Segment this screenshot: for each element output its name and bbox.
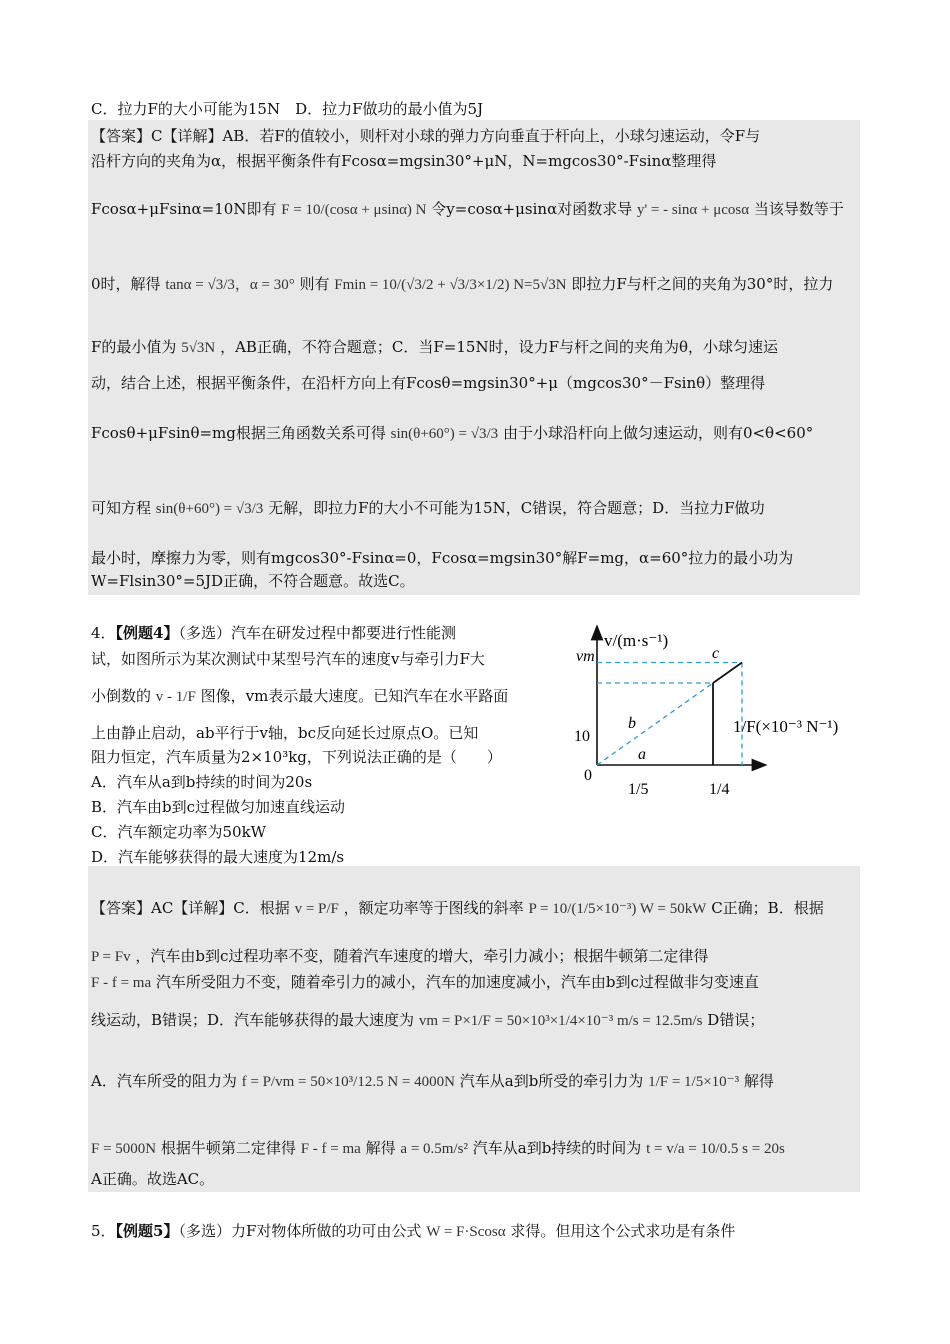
q4-option-d: D．汽车能够获得的最大速度为12m/s <box>91 848 345 866</box>
ans3-line-6: 动，结合上述，根据平衡条件，在沿杆方向上有Fcosθ=mgsin30°+μ（mgcos30°－Fsinθ）整理得 <box>91 374 766 392</box>
ans3-line-3b: 令y=cosα+μsinα对函数求导 <box>431 200 633 218</box>
ans3-line-4b: 则有 <box>299 275 330 293</box>
ans4-line-5a: A．汽车所受的阻力为 <box>91 1072 237 1090</box>
q4-number: 4． <box>91 624 116 642</box>
y-tick-10: 10 <box>574 728 590 745</box>
ans4-line-2: ，汽车由b到c过程功率不变，随着汽车速度的增大，牵引力减小；根据牛顿第二定律得 <box>135 947 709 965</box>
ans4-line-1c: C正确；B．根据 <box>711 899 824 917</box>
formula-p-fv: P = Fv <box>91 949 131 965</box>
ans3-line-2: 沿杆方向的夹角为α，根据平衡条件有Fcosα=mgsin30°+μN，N=mgcos30°-Fsinα整理得 <box>91 152 717 170</box>
segment-bc <box>713 663 742 684</box>
ans4-line-5c: 解得 <box>743 1072 774 1090</box>
ans4-line-1a: 【答案】AC【详解】C．根据 <box>91 899 290 917</box>
ans4-line-7: A正确。故选AC。 <box>91 1170 215 1188</box>
q4-line-4: 上由静止启动，ab平行于v轴，bc反向延长过原点O。已知 <box>91 724 479 742</box>
ans3-line-8a: 可知方程 <box>91 499 152 517</box>
formula-f-5000: F = 5000N <box>91 1141 157 1157</box>
v-1f-chart <box>568 622 858 822</box>
ans4-line-6c: 汽车从a到b持续的时间为 <box>472 1139 642 1157</box>
q4-option-b: B．汽车由b到c过程做匀加速直线运动 <box>91 798 346 816</box>
q4-line-3a: 小倒数的 <box>91 687 152 705</box>
formula-sin-theta-2: sin(θ+60°) = √3/3 <box>155 501 264 517</box>
q5-text-a: （多选）力F对物体所做的功可由公式 <box>178 1222 422 1240</box>
formula-accel: a = 0.5m/s² <box>400 1141 468 1157</box>
formula-newton-2: F - f = ma <box>300 1141 361 1157</box>
ans3-line-7a: Fcosθ+μFsinθ=mg根据三角函数关系可得 <box>91 424 386 442</box>
q4-option-a: A．汽车从a到b持续的时间为20s <box>91 773 313 791</box>
ans3-line-3a: Fcosα+μFsinα=10N即有 <box>91 200 277 218</box>
q4-line-5: 阻力恒定，汽车质量为2×10³kg，下列说法正确的是（ ） <box>91 748 502 766</box>
formula-v-1f: v - 1/F <box>155 689 196 705</box>
ans3-line-5a: F的最小值为 <box>91 338 177 356</box>
formula-v-p-f: v = P/F <box>294 901 339 917</box>
q4-line-2: 试，如图所示为某次测试中某型号汽车的速度v与牵引力F大 <box>91 650 485 668</box>
formula-sin-theta: sin(θ+60°) = √3/3 <box>390 426 499 442</box>
x-tick-0: 0 <box>584 767 592 784</box>
formula-1f-value: 1/F = 1/5×10⁻³ <box>648 1074 740 1090</box>
point-c-label: c <box>712 645 720 662</box>
ans4-line-6a: 根据牛顿第二定律得 <box>160 1139 296 1157</box>
ans3-line-1: 【答案】C【详解】AB．若F的值较小，则杆对小球的弹力方向垂直于杆向上，小球匀速运动，令F与 <box>91 127 761 145</box>
ans3-line-7b: 由于小球沿杆向上做匀速运动，则有0<θ<60° <box>502 424 814 442</box>
formula-tan-alpha: tanα = √3/3，α = 30° <box>165 277 295 293</box>
formula-friction: f = P/vm = 50×10³/12.5 N = 4000N <box>241 1074 455 1090</box>
q5-number: 5． <box>91 1222 116 1240</box>
formula-fmin: Fmin = 10/(√3/2 + √3/3×1/2) N=5√3N <box>334 277 567 293</box>
y-axis-label: v/(m·s⁻¹) <box>604 631 669 650</box>
ans4-line-4b: D错误； <box>707 1011 765 1029</box>
q4-option-c: C．汽车额定功率为50kW <box>91 823 267 841</box>
q4-line-1: （多选）汽车在研发过程中都要进行性能测 <box>178 624 456 642</box>
y-tick-vm: vm <box>576 648 595 665</box>
ans4-line-5b: 汽车从a到b所受的牵引力为 <box>459 1072 644 1090</box>
ans3-line-5b: ，AB正确，不符合题意；C．当F=15N时，设力F与杆之间的夹角为θ，小球匀速运 <box>220 338 779 356</box>
q5-tag: 【例题5】 <box>115 1222 179 1240</box>
formula-vm: vm = P×1/F = 50×10³×1/4×10⁻³ m/s = 12.5m/s <box>418 1013 703 1029</box>
ans3-line-4a: 0时，解得 <box>91 275 161 293</box>
q4-tag: 【例题4】 <box>115 624 179 642</box>
x-tick-1-5: 1/5 <box>628 781 649 798</box>
formula-newton-1: F - f = ma <box>91 975 152 991</box>
q3-options-cd: C．拉力F的大小可能为15N D．拉力F做功的最小值为5J <box>91 100 484 118</box>
x-tick-1-4: 1/4 <box>709 781 730 798</box>
extension-line-ob <box>597 683 713 765</box>
point-b-label: b <box>628 715 636 732</box>
formula-power: P = 10/(1/5×10⁻³) W = 50kW <box>528 901 707 917</box>
ans4-line-4a: 线运动，B错误；D．汽车能够获得的最大速度为 <box>91 1011 415 1029</box>
ans3-line-3c: 当该导数等于 <box>753 200 844 218</box>
point-a-label: a <box>638 746 646 763</box>
formula-f-alpha: F = 10/(cosα + μsinα) N <box>281 202 427 218</box>
q4-line-3b: 图像，vm表示最大速度。已知汽车在水平路面 <box>200 687 509 705</box>
ans3-line-9: 最小时，摩擦力为零，则有mgcos30°-Fsinα=0，Fcosα=mgsin30°解F=mg，α=60°拉力的最小功为 <box>91 549 794 567</box>
ans3-line-10: W=Flsin30°=5JD正确，不符合题意。故选C。 <box>91 572 415 590</box>
ans3-line-8b: 无解，即拉力F的大小不可能为15N，C错误，符合题意；D．当拉力F做功 <box>268 499 765 517</box>
formula-work: W = F·Scosα <box>426 1224 506 1240</box>
x-axis-label: 1/F(×10⁻³ N⁻¹) <box>733 717 839 736</box>
ans3-line-4c: 即拉力F与杆之间的夹角为30°时，拉力 <box>571 275 834 293</box>
formula-5root3: 5√3N <box>181 340 216 356</box>
q5-text-b: 求得。但用这个公式求功是有条件 <box>510 1222 736 1240</box>
ans4-line-1b: ，额定功率等于图线的斜率 <box>343 899 524 917</box>
formula-derivative: y' = - sinα + μcosα <box>636 202 750 218</box>
formula-time: t = v/a = 10/0.5 s = 20s <box>646 1141 785 1157</box>
ans4-line-3: 汽车所受阻力不变，随着牵引力的减小，汽车的加速度减小，汽车由b到c过程做非匀变速直 <box>155 973 759 991</box>
ans4-line-6b: 解得 <box>365 1139 396 1157</box>
